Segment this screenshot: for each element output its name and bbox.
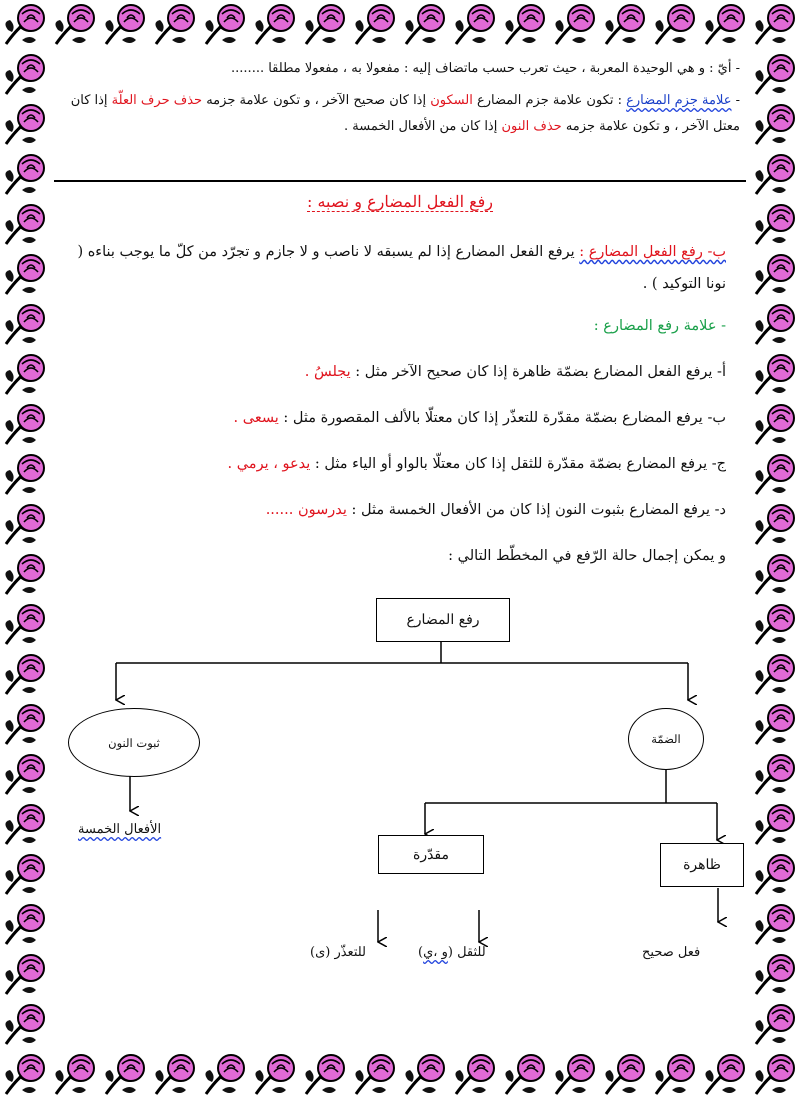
jazm-text-c: إذا كان معتل الآخر ، و تكون علامة جزمه bbox=[70, 93, 740, 134]
node-damma-label: الضمّة bbox=[651, 732, 681, 746]
node-thahira bbox=[660, 843, 744, 887]
hadhf-illa-term: حذف حرف العلّة bbox=[111, 93, 203, 108]
leaf-taadhur-label: للتعذّر (ى) bbox=[310, 945, 367, 960]
section-title: رفع الفعل المضارع و نصبه : bbox=[306, 192, 493, 211]
leaf-thiql-prefix: للثقل ( bbox=[447, 945, 486, 960]
jazm-text-a: : تكون علامة جزم المضارع bbox=[472, 93, 627, 108]
jazm-text-b: إذا كان صحيح الآخر ، و تكون علامة جزمه bbox=[202, 93, 431, 108]
hadhf-nun-term: حذف النون bbox=[501, 119, 562, 134]
rule-c-text: ج- يرفع المضارع بضمّة مقدّرة للثقل إذا كان معتلّا بالواو أو الياء مثل : bbox=[310, 456, 726, 472]
rule-b-text: ب- يرفع المضارع بضمّة مقدّرة للتعذّر إذا كان معتلّا بالألف المقصورة مثل : bbox=[278, 410, 726, 426]
leaf-thiql bbox=[418, 945, 486, 960]
leaf-afal-khamsa-label: الأفعال الخمسة bbox=[78, 822, 162, 837]
jazm-note-dash: - bbox=[731, 93, 740, 108]
node-muqaddara bbox=[378, 835, 484, 874]
rule-a-text: أ- يرفع الفعل المضارع بضمّة ظاهرة إذا كان صحيح الآخر مثل : bbox=[350, 364, 726, 380]
rule-d-example: يدرسون ...... bbox=[265, 502, 347, 518]
jazm-text-d: إذا كان من الأفعال الخمسة . bbox=[344, 119, 502, 134]
jazm-term: علامة جزم المضارع bbox=[626, 93, 732, 108]
leaf-thiql-suffix: ) bbox=[418, 945, 424, 960]
rule-c-example: يدعو ، يرمي . bbox=[227, 456, 311, 472]
node-root bbox=[376, 598, 510, 642]
leaf-thiql-letters: و ،ي bbox=[423, 945, 448, 960]
node-root-label: رفع المضارع bbox=[406, 612, 480, 628]
leaf-fil-sahih-label: فعل صحيح bbox=[642, 945, 701, 960]
raf-signs-subtitle: - علامة رفع المضارع : bbox=[593, 318, 726, 334]
leaf-afal-khamsa bbox=[78, 822, 161, 837]
rule-d-text: د- يرفع المضارع بثبوت النون إذا كان من الأفعال الخمسة مثل : bbox=[346, 502, 726, 518]
raf-definition-text: يرفع الفعل المضارع إذا لم يسبقه لا ناصب و لا جازم و تجرّد من كلّ ما يوجب بناءه ( نونا التوكيد ) . bbox=[77, 244, 726, 292]
rule-b-example: يسعى . bbox=[233, 410, 279, 426]
node-muqaddara-label: مقدّرة bbox=[412, 846, 450, 863]
rule-a-example: يجلسُ . bbox=[304, 364, 351, 380]
node-damma bbox=[628, 708, 704, 770]
node-thubut-nun bbox=[68, 708, 200, 777]
leaf-fil-sahih bbox=[642, 945, 700, 960]
sukun-term: السكون bbox=[430, 93, 473, 108]
raf-definition-label: ب- رفع الفعل المضارع : bbox=[579, 244, 726, 260]
diagram-intro: و يمكن إجمال حالة الرّفع في المخطّط التالي : bbox=[448, 548, 726, 564]
node-thahira-label: ظاهرة bbox=[683, 857, 721, 873]
node-thubut-label: ثبوت النون bbox=[108, 735, 160, 750]
leaf-taadhur bbox=[310, 945, 366, 960]
ayy-note: - أيّ : و هي الوحيدة المعربة ، حيث تعرب حسب ماتضاف إليه : مفعولا به ، مفعولا مطلقا ........ bbox=[231, 61, 740, 76]
